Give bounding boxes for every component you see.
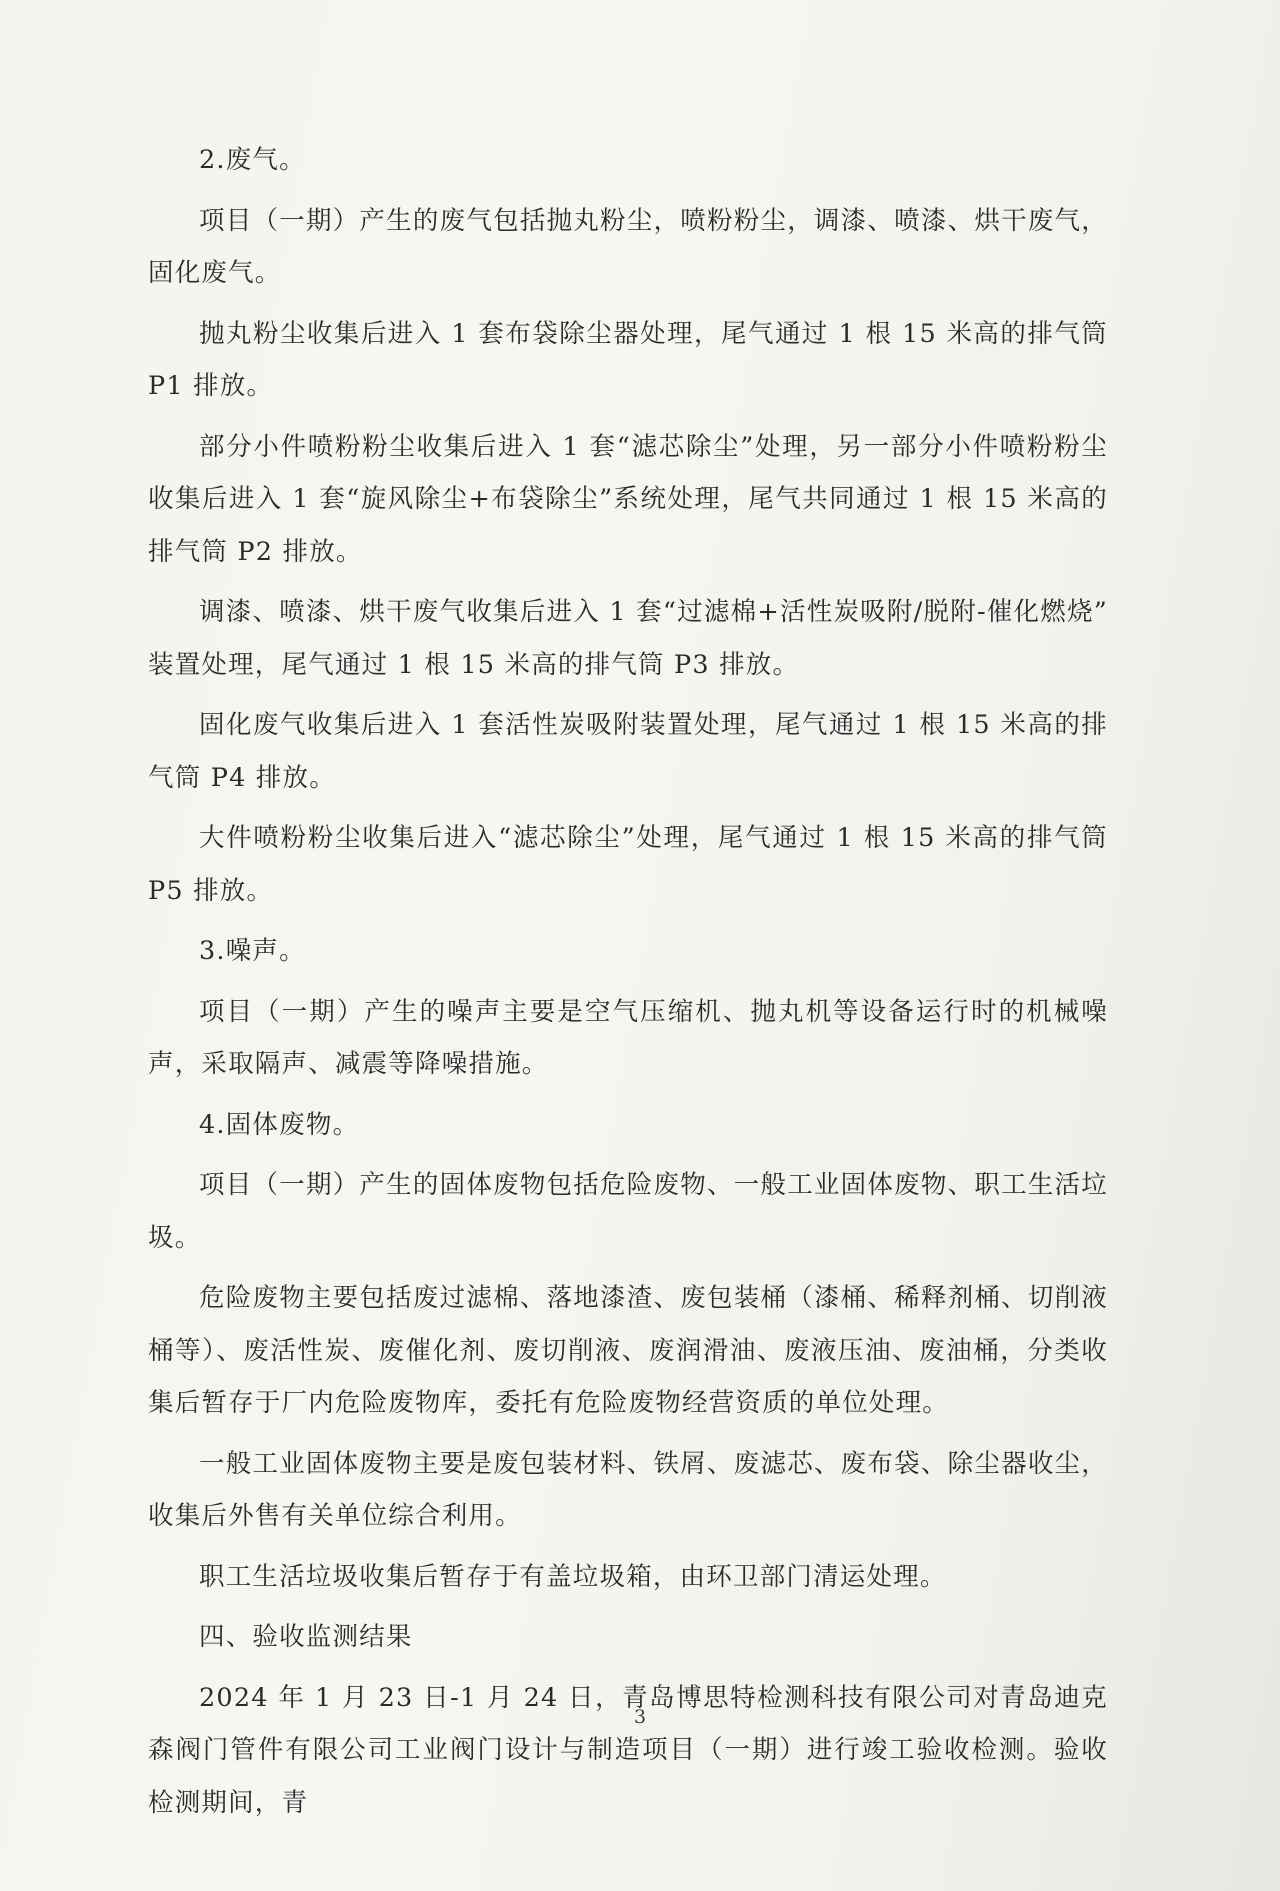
para-large-part-powder-dust: 大件喷粉粉尘收集后进入“滤芯除尘”处理，尾气通过 1 根 15 米高的排气筒 P5 排放。 bbox=[148, 823, 1108, 906]
para-curing-gas: 固化废气收集后进入 1 套活性炭吸附装置处理，尾气通过 1 根 15 米高的排气筒 P4 排放。 bbox=[148, 710, 1108, 793]
page-number: 3 bbox=[633, 1706, 647, 1728]
heading-noise: 3.噪声。 bbox=[199, 936, 306, 966]
para-monitoring-results: 2024 年 1 月 23 日-1 月 24 日，青岛博思特检测科技有限公司对青岛迪克森阀门管件有限公司工业阀门设计与制造项目（一期）进行竣工验收检测。验收检测期间，青 bbox=[148, 1682, 1108, 1818]
para-general-waste: 一般工业固体废物主要是废包装材料、铁屑、废滤芯、废布袋、除尘器收尘，收集后外售有关单位综合利用。 bbox=[148, 1448, 1108, 1531]
para-shot-blast-dust: 抛丸粉尘收集后进入 1 套布袋除尘器处理，尾气通过 1 根 15 米高的排气筒 P1 排放。 bbox=[148, 318, 1108, 401]
para-small-part-powder-dust: 部分小件喷粉粉尘收集后进入 1 套“滤芯除尘”处理，另一部分小件喷粉粉尘收集后进入 1 套“旋风除尘+布袋除尘”系统处理，尾气共同通过 1 根 15 米高的排气筒 P2 排放。 bbox=[148, 431, 1108, 567]
heading-monitoring-results: 四、验收监测结果 bbox=[199, 1622, 413, 1652]
heading-waste-gas: 2.废气。 bbox=[199, 145, 306, 175]
para-paint-gas: 调漆、喷漆、烘干废气收集后进入 1 套“过滤棉+活性炭吸附/脱附-催化燃烧” 装置处理，尾气通过 1 根 15 米高的排气筒 P3 排放。 bbox=[148, 597, 1108, 680]
para-waste-gas-intro: 项目（一期）产生的废气包括抛丸粉尘，喷粉粉尘，调漆、喷漆、烘干废气，固化废气。 bbox=[148, 205, 1108, 288]
heading-solid-waste: 4.固体废物。 bbox=[199, 1109, 360, 1140]
para-hazardous-waste: 危险废物主要包括废过滤棉、落地漆渣、废包装桶（漆桶、稀释剂桶、切削液桶等）、废活性炭、废催化剂、废切削液、废润滑油、废液压油、废油桶，分类收集后暂存于厂内危险废物库，委托有危险废物经营资质的单位处理。 bbox=[148, 1283, 1108, 1418]
para-solid-waste-intro: 项目（一期）产生的固体废物包括危险废物、一般工业固体废物、职工生活垃圾。 bbox=[148, 1170, 1108, 1253]
document-body bbox=[148, 134, 1108, 1837]
para-domestic-waste: 职工生活垃圾收集后暂存于有盖垃圾箱，由环卫部门清运处理。 bbox=[199, 1561, 947, 1592]
para-noise: 项目（一期）产生的噪声主要是空气压缩机、抛丸机等设备运行时的机械噪声，采取隔声、减震等降噪措施。 bbox=[148, 996, 1108, 1079]
